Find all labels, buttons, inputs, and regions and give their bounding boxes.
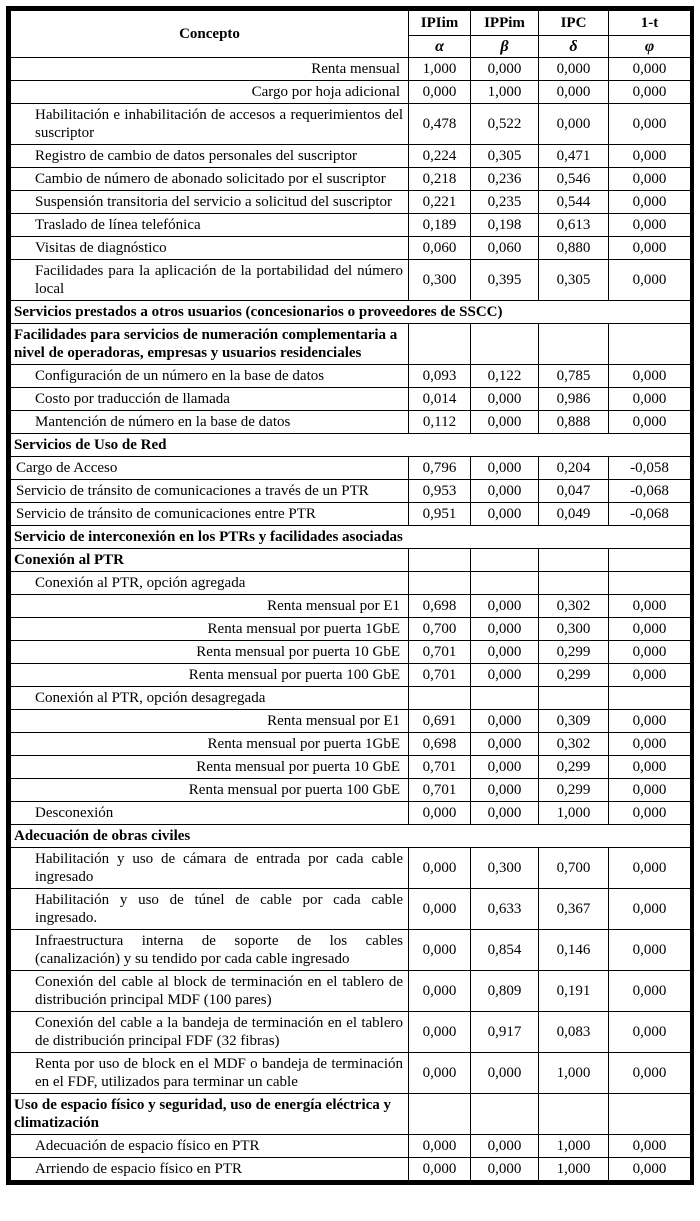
value-cell: 0,221 bbox=[409, 191, 471, 214]
value-cell: 0,633 bbox=[471, 889, 539, 930]
value-cell bbox=[409, 1094, 471, 1135]
concept-cell: Renta mensual por puerta 10 GbE bbox=[11, 756, 409, 779]
value-cell: 0,060 bbox=[471, 237, 539, 260]
value-cell: 0,000 bbox=[609, 733, 691, 756]
value-cell bbox=[539, 687, 609, 710]
concept-cell: Facilidades para la aplicación de la portabilidad del número local bbox=[11, 260, 409, 301]
value-cell: 0,218 bbox=[409, 168, 471, 191]
value-cell: 0,224 bbox=[409, 145, 471, 168]
value-cell: -0,058 bbox=[609, 457, 691, 480]
value-cell bbox=[609, 687, 691, 710]
concept-cell: Suspensión transitoria del servicio a solicitud del suscriptor bbox=[11, 191, 409, 214]
value-cell: 0,809 bbox=[471, 971, 539, 1012]
table-row bbox=[11, 237, 691, 260]
value-cell: 0,478 bbox=[409, 104, 471, 145]
concept-cell: Habilitación e inhabilitación de accesos a requerimientos del suscriptor bbox=[11, 104, 409, 145]
value-cell bbox=[409, 549, 471, 572]
concept-cell: Servicio de tránsito de comunicaciones entre PTR bbox=[11, 503, 409, 526]
concept-cell: Conexión al PTR, opción agregada bbox=[11, 572, 409, 595]
value-cell: 0,000 bbox=[409, 1158, 471, 1181]
value-cell: 0,917 bbox=[471, 1012, 539, 1053]
concept-cell: Renta mensual por E1 bbox=[11, 710, 409, 733]
value-cell: 0,000 bbox=[471, 1135, 539, 1158]
concept-cell: Renta mensual bbox=[11, 58, 409, 81]
concept-cell: Cambio de número de abonado solicitado por el suscriptor bbox=[11, 168, 409, 191]
concept-cell: Renta mensual por puerta 100 GbE bbox=[11, 779, 409, 802]
table-row bbox=[11, 641, 691, 664]
value-cell: 0,691 bbox=[409, 710, 471, 733]
table-row bbox=[11, 301, 691, 324]
table-row bbox=[11, 930, 691, 971]
value-cell: 0,189 bbox=[409, 214, 471, 237]
concept-cell: Conexión del cable a la bandeja de terminación en el tablero de distribución principal FDF (32 fibras) bbox=[11, 1012, 409, 1053]
value-cell: 0,701 bbox=[409, 756, 471, 779]
concept-cell: Arriendo de espacio físico en PTR bbox=[11, 1158, 409, 1181]
value-cell: 0,888 bbox=[539, 411, 609, 434]
value-cell bbox=[409, 572, 471, 595]
value-cell: 0,049 bbox=[539, 503, 609, 526]
value-cell: 0,000 bbox=[409, 971, 471, 1012]
table-row bbox=[11, 595, 691, 618]
value-cell: 0,000 bbox=[471, 1158, 539, 1181]
value-cell: 1,000 bbox=[539, 1135, 609, 1158]
value-cell: 0,014 bbox=[409, 388, 471, 411]
table-row bbox=[11, 572, 691, 595]
value-cell: 0,000 bbox=[609, 58, 691, 81]
value-cell: 0,000 bbox=[471, 733, 539, 756]
value-cell: 0,000 bbox=[609, 930, 691, 971]
concept-cell: Mantención de número en la base de datos bbox=[11, 411, 409, 434]
table-row bbox=[11, 191, 691, 214]
value-cell: 1,000 bbox=[539, 1053, 609, 1094]
value-cell: 0,000 bbox=[471, 802, 539, 825]
value-cell: 0,000 bbox=[539, 58, 609, 81]
value-cell: 0,300 bbox=[539, 618, 609, 641]
table-row bbox=[11, 825, 691, 848]
concept-cell: Renta por uso de block en el MDF o bandeja de terminación en el FDF, utilizados para terminar un cable bbox=[11, 1053, 409, 1094]
header-row-labels bbox=[11, 11, 691, 36]
value-cell: -0,068 bbox=[609, 503, 691, 526]
symbol-delta: δ bbox=[539, 36, 609, 58]
value-cell: -0,068 bbox=[609, 480, 691, 503]
value-cell: 0,299 bbox=[539, 779, 609, 802]
table-row bbox=[11, 1012, 691, 1053]
value-cell: 0,060 bbox=[409, 237, 471, 260]
value-cell: 0,000 bbox=[609, 595, 691, 618]
value-cell bbox=[409, 687, 471, 710]
table-body bbox=[11, 58, 691, 1181]
value-cell bbox=[471, 324, 539, 365]
table-row bbox=[11, 733, 691, 756]
value-cell: 0,300 bbox=[409, 260, 471, 301]
value-cell: 0,700 bbox=[539, 848, 609, 889]
value-cell: 0,951 bbox=[409, 503, 471, 526]
table-row bbox=[11, 214, 691, 237]
value-cell bbox=[539, 1094, 609, 1135]
value-cell: 0,309 bbox=[539, 710, 609, 733]
value-cell: 0,198 bbox=[471, 214, 539, 237]
value-cell: 0,000 bbox=[471, 641, 539, 664]
value-cell: 0,000 bbox=[609, 81, 691, 104]
value-cell: 1,000 bbox=[409, 58, 471, 81]
value-cell: 0,000 bbox=[609, 664, 691, 687]
value-cell: 1,000 bbox=[539, 1158, 609, 1181]
value-cell: 0,000 bbox=[609, 971, 691, 1012]
concept-cell: Registro de cambio de datos personales del suscriptor bbox=[11, 145, 409, 168]
value-cell: 1,000 bbox=[471, 81, 539, 104]
value-cell: 0,305 bbox=[539, 260, 609, 301]
value-cell: 0,701 bbox=[409, 664, 471, 687]
concept-cell: Servicio de tránsito de comunicaciones a través de un PTR bbox=[11, 480, 409, 503]
value-cell: 0,367 bbox=[539, 889, 609, 930]
value-cell: 0,047 bbox=[539, 480, 609, 503]
concept-cell: Habilitación y uso de túnel de cable por cada cable ingresado. bbox=[11, 889, 409, 930]
value-cell: 0,000 bbox=[539, 104, 609, 145]
value-cell: 0,698 bbox=[409, 733, 471, 756]
value-cell: 0,471 bbox=[539, 145, 609, 168]
value-cell: 0,302 bbox=[539, 733, 609, 756]
value-cell: 0,302 bbox=[539, 595, 609, 618]
table-row bbox=[11, 324, 691, 365]
table-row bbox=[11, 1053, 691, 1094]
value-cell: 0,701 bbox=[409, 641, 471, 664]
value-cell bbox=[471, 549, 539, 572]
value-cell bbox=[609, 549, 691, 572]
col-header-1-t: 1-t bbox=[609, 11, 691, 36]
table-row bbox=[11, 434, 691, 457]
value-cell: 0,000 bbox=[609, 1012, 691, 1053]
value-cell: 0,000 bbox=[471, 411, 539, 434]
section-header: Servicios de Uso de Red bbox=[11, 434, 691, 457]
section-header: Adecuación de obras civiles bbox=[11, 825, 691, 848]
symbol-alpha: α bbox=[409, 36, 471, 58]
concept-cell: Traslado de línea telefónica bbox=[11, 214, 409, 237]
symbol-phi: φ bbox=[609, 36, 691, 58]
concept-cell: Adecuación de espacio físico en PTR bbox=[11, 1135, 409, 1158]
concept-cell: Cargo de Acceso bbox=[11, 457, 409, 480]
concept-cell: Conexión del cable al block de terminación en el tablero de distribución principal MDF (100 pares) bbox=[11, 971, 409, 1012]
concept-cell: Habilitación y uso de cámara de entrada por cada cable ingresado bbox=[11, 848, 409, 889]
concept-cell: Configuración de un número en la base de datos bbox=[11, 365, 409, 388]
value-cell: 0,000 bbox=[409, 1012, 471, 1053]
value-cell: 0,000 bbox=[409, 802, 471, 825]
value-cell: 0,000 bbox=[609, 104, 691, 145]
value-cell: 0,854 bbox=[471, 930, 539, 971]
value-cell bbox=[539, 549, 609, 572]
value-cell: 0,093 bbox=[409, 365, 471, 388]
value-cell: 0,000 bbox=[471, 480, 539, 503]
value-cell: 0,000 bbox=[609, 1135, 691, 1158]
table-row bbox=[11, 664, 691, 687]
table-row bbox=[11, 549, 691, 572]
value-cell bbox=[539, 572, 609, 595]
concept-cell: Desconexión bbox=[11, 802, 409, 825]
table-row bbox=[11, 104, 691, 145]
table-row bbox=[11, 526, 691, 549]
table-row bbox=[11, 411, 691, 434]
subsection-header: Conexión al PTR bbox=[11, 549, 409, 572]
value-cell: 0,122 bbox=[471, 365, 539, 388]
value-cell: 0,000 bbox=[471, 503, 539, 526]
subsection-header: Uso de espacio físico y seguridad, uso de energía eléctrica y climatización bbox=[11, 1094, 409, 1135]
value-cell bbox=[471, 572, 539, 595]
value-cell: 0,191 bbox=[539, 971, 609, 1012]
value-cell: 0,000 bbox=[609, 889, 691, 930]
value-cell: 0,522 bbox=[471, 104, 539, 145]
value-cell: 0,796 bbox=[409, 457, 471, 480]
value-cell: 0,000 bbox=[609, 191, 691, 214]
value-cell bbox=[539, 324, 609, 365]
value-cell: 0,000 bbox=[471, 388, 539, 411]
value-cell: 0,700 bbox=[409, 618, 471, 641]
table-row bbox=[11, 503, 691, 526]
value-cell: 0,000 bbox=[609, 145, 691, 168]
value-cell: 0,000 bbox=[471, 779, 539, 802]
value-cell: 0,000 bbox=[409, 848, 471, 889]
col-header-ippim: IPPim bbox=[471, 11, 539, 36]
value-cell: 0,000 bbox=[609, 1158, 691, 1181]
concept-cell: Renta mensual por puerta 1GbE bbox=[11, 733, 409, 756]
value-cell: 0,299 bbox=[539, 756, 609, 779]
table-row bbox=[11, 145, 691, 168]
table-row bbox=[11, 1135, 691, 1158]
concept-cell: Renta mensual por puerta 100 GbE bbox=[11, 664, 409, 687]
concept-cell: Cargo por hoja adicional bbox=[11, 81, 409, 104]
value-cell: 0,235 bbox=[471, 191, 539, 214]
value-cell: 0,204 bbox=[539, 457, 609, 480]
col-header-ipiim: IPIim bbox=[409, 11, 471, 36]
value-cell: 0,083 bbox=[539, 1012, 609, 1053]
concept-cell: Renta mensual por puerta 1GbE bbox=[11, 618, 409, 641]
table-row bbox=[11, 710, 691, 733]
table-row bbox=[11, 779, 691, 802]
value-cell: 0,299 bbox=[539, 664, 609, 687]
value-cell: 0,000 bbox=[609, 411, 691, 434]
table-row bbox=[11, 687, 691, 710]
concept-cell: Visitas de diagnóstico bbox=[11, 237, 409, 260]
table-row bbox=[11, 889, 691, 930]
table-row bbox=[11, 365, 691, 388]
table-row bbox=[11, 1158, 691, 1181]
value-cell: 0,299 bbox=[539, 641, 609, 664]
value-cell bbox=[471, 687, 539, 710]
value-cell: 0,395 bbox=[471, 260, 539, 301]
table-frame bbox=[6, 6, 694, 1185]
section-header: Servicio de interconexión en los PTRs y facilidades asociadas bbox=[11, 526, 691, 549]
value-cell: 0,305 bbox=[471, 145, 539, 168]
value-cell: 0,112 bbox=[409, 411, 471, 434]
col-header-ipc: IPC bbox=[539, 11, 609, 36]
value-cell: 0,000 bbox=[471, 1053, 539, 1094]
table-row bbox=[11, 802, 691, 825]
value-cell: 0,146 bbox=[539, 930, 609, 971]
table-row bbox=[11, 848, 691, 889]
value-cell: 0,000 bbox=[539, 81, 609, 104]
value-cell: 1,000 bbox=[539, 802, 609, 825]
concept-cell: Renta mensual por E1 bbox=[11, 595, 409, 618]
value-cell: 0,000 bbox=[471, 58, 539, 81]
weights-table bbox=[10, 10, 691, 1181]
value-cell: 0,000 bbox=[409, 930, 471, 971]
symbol-beta: β bbox=[471, 36, 539, 58]
value-cell: 0,953 bbox=[409, 480, 471, 503]
value-cell: 0,000 bbox=[609, 848, 691, 889]
value-cell: 0,000 bbox=[409, 1053, 471, 1094]
value-cell: 0,698 bbox=[409, 595, 471, 618]
table-row bbox=[11, 1094, 691, 1135]
concept-cell: Conexión al PTR, opción desagregada bbox=[11, 687, 409, 710]
value-cell: 0,000 bbox=[471, 664, 539, 687]
value-cell: 0,000 bbox=[609, 168, 691, 191]
table-row bbox=[11, 388, 691, 411]
value-cell: 0,000 bbox=[609, 388, 691, 411]
value-cell: 0,000 bbox=[409, 889, 471, 930]
value-cell: 0,000 bbox=[471, 756, 539, 779]
value-cell: 0,000 bbox=[609, 641, 691, 664]
section-header: Servicios prestados a otros usuarios (concesionarios o proveedores de SSCC) bbox=[11, 301, 691, 324]
concept-cell: Renta mensual por puerta 10 GbE bbox=[11, 641, 409, 664]
value-cell: 0,000 bbox=[471, 595, 539, 618]
value-cell: 0,300 bbox=[471, 848, 539, 889]
table-row bbox=[11, 58, 691, 81]
value-cell bbox=[609, 572, 691, 595]
table-row bbox=[11, 618, 691, 641]
value-cell: 0,000 bbox=[609, 802, 691, 825]
value-cell: 0,000 bbox=[471, 457, 539, 480]
subsection-header: Facilidades para servicios de numeración complementaria a nivel de operadoras, empresas y usuarios residenciales bbox=[11, 324, 409, 365]
table-row bbox=[11, 480, 691, 503]
value-cell: 0,000 bbox=[609, 756, 691, 779]
table-row bbox=[11, 971, 691, 1012]
table-row bbox=[11, 457, 691, 480]
value-cell: 0,880 bbox=[539, 237, 609, 260]
value-cell: 0,000 bbox=[609, 779, 691, 802]
concept-cell: Costo por traducción de llamada bbox=[11, 388, 409, 411]
value-cell: 0,000 bbox=[471, 710, 539, 733]
value-cell: 0,236 bbox=[471, 168, 539, 191]
value-cell bbox=[471, 1094, 539, 1135]
value-cell: 0,000 bbox=[409, 1135, 471, 1158]
table-row bbox=[11, 756, 691, 779]
value-cell: 0,000 bbox=[609, 260, 691, 301]
value-cell: 0,000 bbox=[609, 214, 691, 237]
value-cell bbox=[609, 324, 691, 365]
value-cell: 0,986 bbox=[539, 388, 609, 411]
value-cell bbox=[409, 324, 471, 365]
value-cell: 0,000 bbox=[609, 365, 691, 388]
value-cell: 0,000 bbox=[471, 618, 539, 641]
value-cell: 0,701 bbox=[409, 779, 471, 802]
value-cell: 0,544 bbox=[539, 191, 609, 214]
concept-cell: Infraestructura interna de soporte de los cables (canalización) y su tendido por cada cable ingresado bbox=[11, 930, 409, 971]
value-cell: 0,000 bbox=[609, 710, 691, 733]
table-row bbox=[11, 168, 691, 191]
table-header bbox=[11, 11, 691, 58]
value-cell: 0,000 bbox=[609, 1053, 691, 1094]
concept-column-header: Concepto bbox=[11, 11, 409, 58]
value-cell bbox=[609, 1094, 691, 1135]
value-cell: 0,000 bbox=[609, 618, 691, 641]
value-cell: 0,613 bbox=[539, 214, 609, 237]
value-cell: 0,785 bbox=[539, 365, 609, 388]
table-row bbox=[11, 260, 691, 301]
table-row bbox=[11, 81, 691, 104]
value-cell: 0,000 bbox=[609, 237, 691, 260]
value-cell: 0,000 bbox=[409, 81, 471, 104]
value-cell: 0,546 bbox=[539, 168, 609, 191]
